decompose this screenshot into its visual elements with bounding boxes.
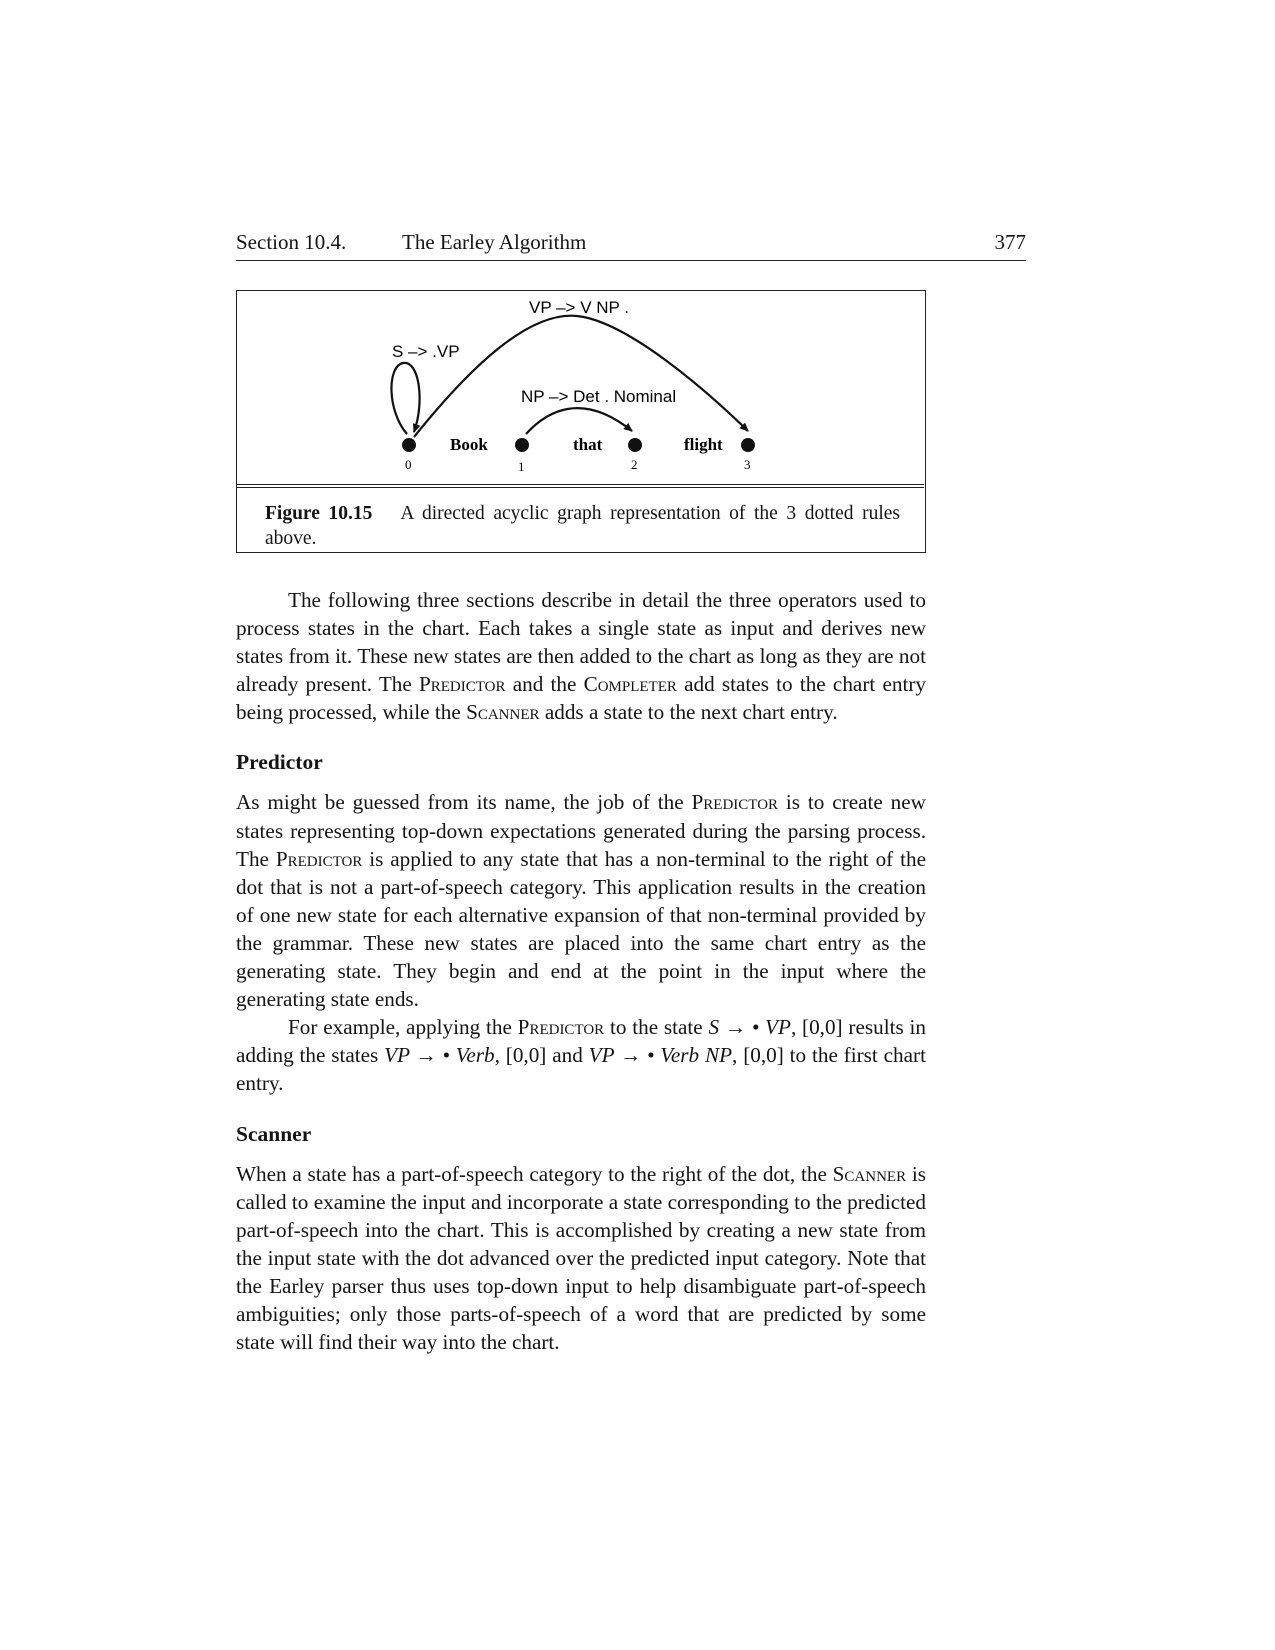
node-0 [402,438,416,452]
rule-np: NP –> Det . Nominal [521,387,677,406]
node-1 [515,438,529,452]
state-s-vp: S → • VP [708,1015,791,1040]
figure-art [237,291,924,488]
state-vp-verb-np: VP → • Verb NP [588,1043,733,1068]
predictor-paragraph-2: For example, applying the Predictor to the state S → • VP, [0,0] results in adding the states VP → • Verb, [0,0] and VP → • Verb NP, [0,0] to the first chart entry. [236,1015,926,1096]
node-label-3: 3 [744,457,751,472]
section-number: Section 10.4. [236,230,347,254]
word-book: Book [450,435,488,454]
node-label-0: 0 [405,457,412,472]
word-flight: flight [684,435,723,454]
node-2 [628,438,642,452]
body-text [236,586,926,1356]
self-loop-arc [391,363,419,434]
predictor-paragraph-1: As might be guessed from its name, the job of the Predictor is to create new states representing top-down expectations generated during the parsing process. The Predictor is applied to any state that has a non-terminal to the right of the dot that is not a part-of-speech category. This application results in the creation of one new state for each alternative expansion of that non-terminal provided by the grammar. These new states are placed into the same chart entry as the generating state. They begin and end at the point in the input where the generating state ends. [236,790,926,1012]
dag-diagram [237,291,924,483]
np-arc [526,408,632,434]
figure-caption-text: A directed acyclic graph representation of the 3 dotted rules above. [265,503,900,549]
scanner-heading: Scanner [236,1121,312,1146]
intro-paragraph: The following three sections describe in detail the three operators used to process states in the chart. Each takes a single state as input and derives new states from it. These new states are then added to the chart as long as they are not already present. The Predictor and the Completer add states to the chart entry being processed, while the Scanner adds a state to the next chart entry. [236,588,926,725]
section-title: The Earley Algorithm [402,230,587,254]
state-vp-verb: VP → • Verb [384,1043,495,1068]
node-label-2: 2 [631,457,638,472]
node-3 [741,438,755,452]
running-header [236,230,1026,261]
word-that: that [573,435,603,454]
figure-caption [265,501,900,551]
node-label-1: 1 [518,459,525,474]
rule-vp: VP –> V NP . [529,298,630,317]
predictor-heading: Predictor [236,750,323,775]
vp-arc [414,316,748,437]
figure-label: Figure 10.15 [265,503,373,524]
page-number: 377 [994,230,1026,254]
figure-box [236,290,926,553]
rule-s: S –> .VP [392,342,460,361]
scanner-paragraph: When a state has a part-of-speech category to the right of the dot, the Scanner is called to examine the input and incorporate a state corresponding to the predicted part-of-speech into the chart. This is accomplished by creating a new state from the input state with the dot advanced over the predicted input category. Note that the Earley parser thus uses top-down input to help disambiguate part-of-speech ambiguities; only those parts-of-speech of a word that are predicted by some state will find their way into the chart. [236,1161,926,1355]
